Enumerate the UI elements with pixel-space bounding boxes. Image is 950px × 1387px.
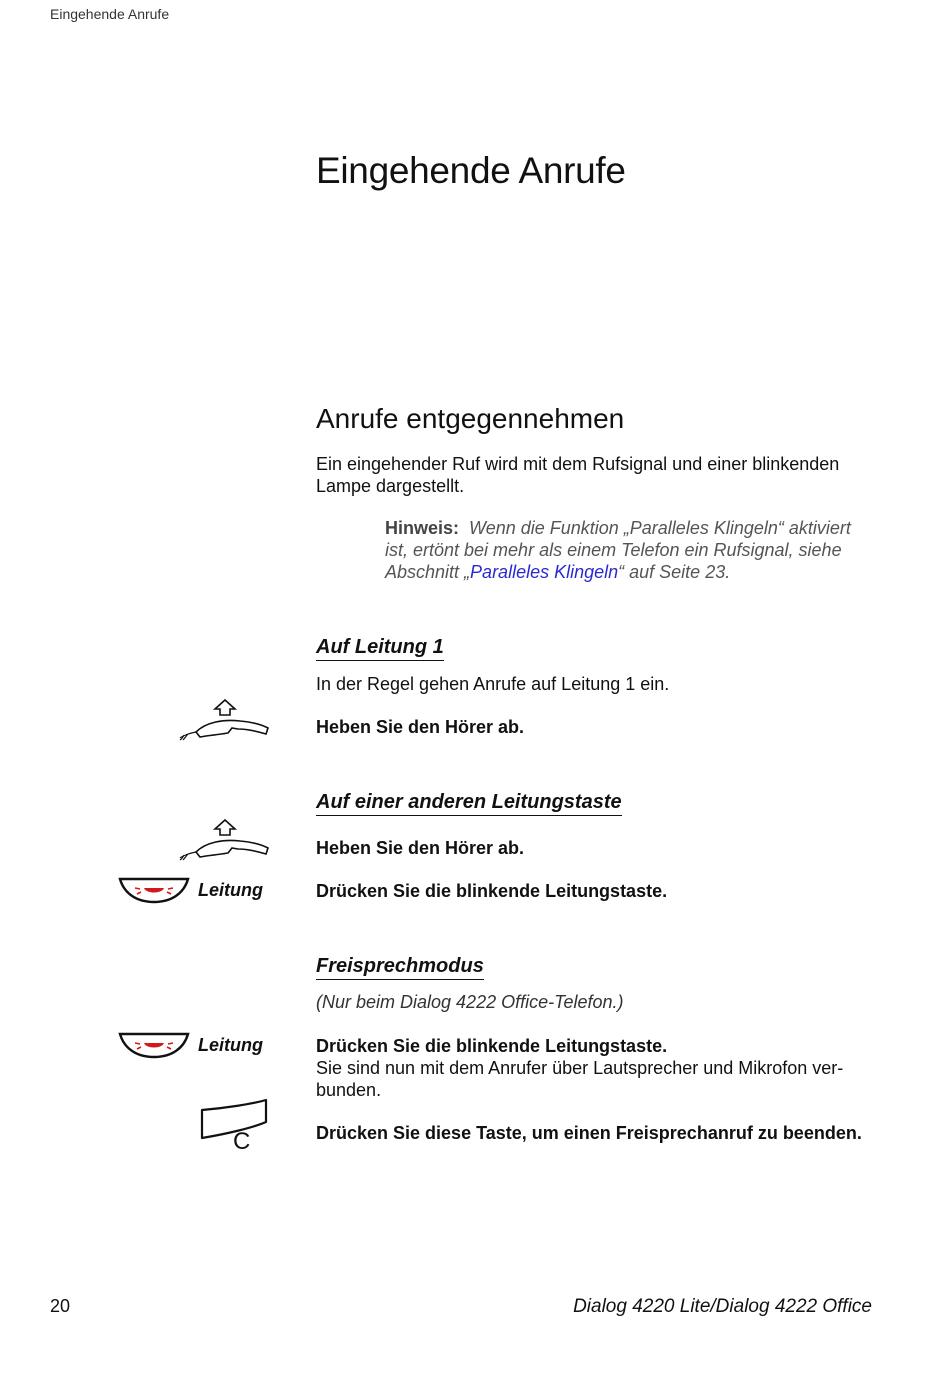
handset-lift-icon [176, 698, 272, 742]
line-key-lamp-icon [118, 1030, 190, 1062]
line-key-label: Leitung [198, 1035, 263, 1055]
handsfree-step1 [316, 1035, 876, 1101]
section-title: Anrufe entgegennehmen [316, 403, 625, 434]
clear-key-letter: C [233, 1128, 251, 1155]
subheading-other-line: Auf einer anderen Leitungstaste [316, 791, 622, 816]
subheading-handsfree: Freisprechmodus [316, 955, 484, 980]
footer-product-title: Dialog 4220 Lite/Dialog 4222 Office [573, 1296, 872, 1317]
other-line-step2: Drücken Sie die blinkende Leitungstaste. [316, 881, 668, 901]
running-header: Eingehende Anrufe [50, 6, 170, 22]
handsfree-step1-detail: Sie sind nun mit dem Anrufer über Lautsprecher und Mikrofon ver-bunden. [316, 1058, 844, 1100]
page-number: 20 [50, 1296, 71, 1316]
note-box [385, 517, 875, 583]
line-key-label: Leitung [198, 880, 263, 900]
note-text-before: Wenn die Funktion „Paralleles Klingeln“ aktiviert ist, ertönt bei mehr als einem Telefon ein Rufsignal, siehe Abschnitt „ [385, 518, 851, 582]
note-link[interactable]: Paralleles Klingeln [470, 562, 619, 582]
note-label: Hinweis: [385, 518, 460, 538]
note-text-after: “ auf Seite 23. [618, 562, 731, 582]
line1-step1: Heben Sie den Hörer ab. [316, 717, 525, 737]
other-line-step1: Heben Sie den Hörer ab. [316, 838, 525, 858]
handset-lift-icon [176, 818, 272, 862]
line-key-lamp-icon [118, 875, 190, 907]
line1-text: In der Regel gehen Anrufe auf Leitung 1 ein. [316, 674, 670, 694]
subheading-line1: Auf Leitung 1 [316, 636, 444, 661]
handsfree-note: (Nur beim Dialog 4222 Office-Telefon.) [316, 992, 624, 1012]
intro-paragraph: Ein eingehender Ruf wird mit dem Rufsignal und einer blinkenden Lampe dargestellt. [316, 454, 840, 496]
chapter-title: Eingehende Anrufe [316, 150, 626, 191]
handsfree-step2: Drücken Sie diese Taste, um einen Freisprechanruf zu beenden. [316, 1123, 862, 1143]
handsfree-step1-title: Drücken Sie die blinkende Leitungstaste. [316, 1036, 668, 1056]
